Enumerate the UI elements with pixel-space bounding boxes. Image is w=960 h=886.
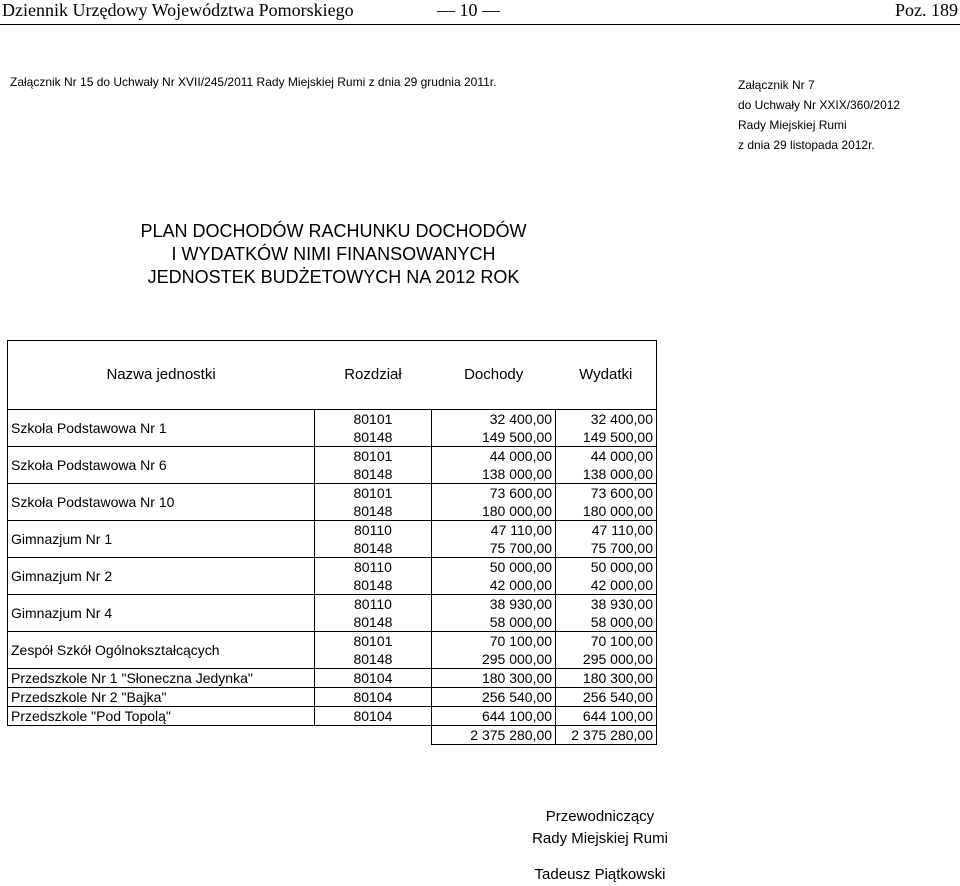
income-cell: 58 000,00 <box>432 613 556 632</box>
expenses-cell: 38 930,00 <box>556 595 657 614</box>
section-cell: 80104 <box>314 669 432 688</box>
income-cell: 70 100,00 <box>432 632 556 651</box>
expenses-cell: 256 540,00 <box>556 688 657 707</box>
header-section: Rozdział <box>314 341 432 410</box>
journal-header <box>0 0 960 25</box>
table-header-row <box>8 341 657 410</box>
unit-name-cell: Przedszkole Nr 1 "Słoneczna Jedynka" <box>8 669 315 688</box>
table-row <box>8 669 657 688</box>
income-cell: 50 000,00 <box>432 558 556 577</box>
table-row <box>8 707 657 726</box>
table-row <box>8 410 657 429</box>
unit-name-cell: Gimnazjum Nr 1 <box>8 521 315 558</box>
expenses-cell: 75 700,00 <box>556 539 657 558</box>
income-cell: 42 000,00 <box>432 576 556 595</box>
income-cell: 256 540,00 <box>432 688 556 707</box>
title-line: I WYDATKÓW NIMI FINANSOWANYCH <box>171 244 496 264</box>
unit-name-cell: Zespół Szkół Ogólnokształcących <box>8 632 315 669</box>
total-empty <box>8 726 315 745</box>
expenses-cell: 138 000,00 <box>556 465 657 484</box>
header-income: Dochody <box>432 341 556 410</box>
income-cell: 138 000,00 <box>432 465 556 484</box>
table-row <box>8 447 657 466</box>
journal-title: Dziennik Urzędowy Województwa Pomorskiego <box>2 0 354 20</box>
expenses-cell: 180 000,00 <box>556 502 657 521</box>
section-cell: 80110 <box>314 521 432 540</box>
income-cell: 32 400,00 <box>432 410 556 429</box>
income-cell: 73 600,00 <box>432 484 556 503</box>
section-cell: 80148 <box>314 465 432 484</box>
income-cell: 180 300,00 <box>432 669 556 688</box>
header-unit-name: Nazwa jednostki <box>8 341 315 410</box>
table-row <box>8 688 657 707</box>
attachment-line: do Uchwały Nr XXIX/360/2012 <box>738 98 901 112</box>
unit-name-cell: Szkoła Podstawowa Nr 10 <box>8 484 315 521</box>
total-income: 2 375 280,00 <box>432 726 556 745</box>
section-cell: 80101 <box>314 484 432 503</box>
section-cell: 80104 <box>314 707 432 726</box>
section-cell: 80104 <box>314 688 432 707</box>
section-cell: 80148 <box>314 576 432 595</box>
unit-name-cell: Szkoła Podstawowa Nr 6 <box>8 447 315 484</box>
unit-name-cell: Gimnazjum Nr 2 <box>8 558 315 595</box>
income-cell: 38 930,00 <box>432 595 556 614</box>
unit-name-cell: Przedszkole "Pod Topolą" <box>8 707 315 726</box>
table-row <box>8 632 657 651</box>
budget-table <box>7 340 657 745</box>
table-row <box>8 558 657 577</box>
income-cell: 644 100,00 <box>432 707 556 726</box>
expenses-cell: 180 300,00 <box>556 669 657 688</box>
unit-name-cell: Przedszkole Nr 2 "Bajka" <box>8 688 315 707</box>
section-cell: 80101 <box>314 632 432 651</box>
position-number: Poz. 189 <box>895 0 958 20</box>
document-title <box>0 220 667 289</box>
total-expenses: 2 375 280,00 <box>556 726 657 745</box>
income-cell: 149 500,00 <box>432 428 556 447</box>
header-expenses: Wydatki <box>556 341 657 410</box>
expenses-cell: 73 600,00 <box>556 484 657 503</box>
section-cell: 80148 <box>314 613 432 632</box>
table-row <box>8 484 657 503</box>
section-cell: 80148 <box>314 502 432 521</box>
attachment-note-right <box>738 75 900 155</box>
expenses-cell: 58 000,00 <box>556 613 657 632</box>
expenses-cell: 149 500,00 <box>556 428 657 447</box>
income-cell: 44 000,00 <box>432 447 556 466</box>
expenses-cell: 50 000,00 <box>556 558 657 577</box>
total-empty <box>314 726 432 745</box>
income-cell: 75 700,00 <box>432 539 556 558</box>
income-cell: 295 000,00 <box>432 650 556 669</box>
signature-role: Rady Miejskiej Rumi <box>532 830 668 847</box>
expenses-cell: 295 000,00 <box>556 650 657 669</box>
expenses-cell: 44 000,00 <box>556 447 657 466</box>
signature-role: Przewodniczący <box>545 808 655 825</box>
budget-table-body <box>8 341 657 745</box>
unit-name-cell: Szkoła Podstawowa Nr 1 <box>8 410 315 447</box>
table-row <box>8 521 657 540</box>
attachment-line: Rady Miejskiej Rumi <box>738 118 847 132</box>
section-cell: 80148 <box>314 539 432 558</box>
section-cell: 80110 <box>314 558 432 577</box>
income-cell: 180 000,00 <box>432 502 556 521</box>
page-number: — 10 — <box>437 0 500 20</box>
title-line: PLAN DOCHODÓW RACHUNKU DOCHODÓW <box>140 221 527 241</box>
table-row <box>8 595 657 614</box>
total-row <box>8 726 657 745</box>
attachment-line: Załącznik Nr 7 <box>738 78 815 92</box>
income-cell: 47 110,00 <box>432 521 556 540</box>
expenses-cell: 644 100,00 <box>556 707 657 726</box>
expenses-cell: 47 110,00 <box>556 521 657 540</box>
attachment-note-left: Załącznik Nr 15 do Uchwały Nr XVII/245/2011 Rady Miejskiej Rumi z dnia 29 grudnia 2011r. <box>10 75 497 89</box>
title-line: JEDNOSTEK BUDŻETOWYCH NA 2012 ROK <box>147 267 520 287</box>
expenses-cell: 42 000,00 <box>556 576 657 595</box>
section-cell: 80148 <box>314 428 432 447</box>
expenses-cell: 70 100,00 <box>556 632 657 651</box>
signatory-name: Tadeusz Piątkowski <box>534 866 666 883</box>
section-cell: 80148 <box>314 650 432 669</box>
section-cell: 80101 <box>314 447 432 466</box>
unit-name-cell: Gimnazjum Nr 4 <box>8 595 315 632</box>
section-cell: 80110 <box>314 595 432 614</box>
section-cell: 80101 <box>314 410 432 429</box>
expenses-cell: 32 400,00 <box>556 410 657 429</box>
signature-block <box>530 806 670 850</box>
attachment-line: z dnia 29 listopada 2012r. <box>738 138 875 152</box>
